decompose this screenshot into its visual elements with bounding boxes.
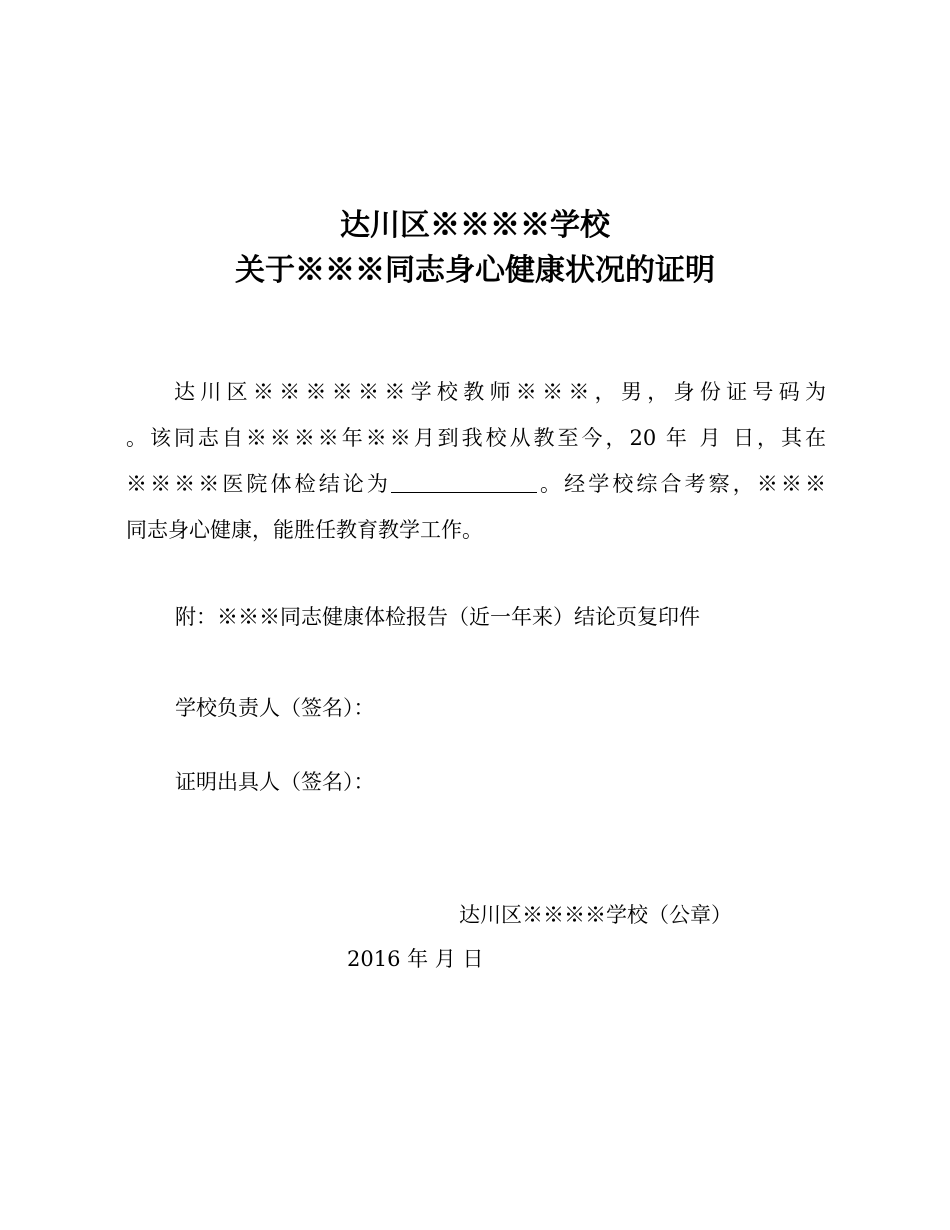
- exam-hospital-text: ※※※※医院体检结论为: [126, 472, 391, 496]
- principal-signature-label: 学校负责人（签名）：: [175, 696, 375, 720]
- attachment-note: 附：※※※同志健康体检报告（近一年来）结论页复印件: [175, 605, 700, 629]
- title-certificate: 关于※※※同志身心健康状况的证明: [235, 253, 715, 288]
- body-paragraph-line-2: 。该同志自※※※※年※※月到我校从教至今，20 年 月 日，其在: [126, 426, 826, 450]
- issuer-signature-label: 证明出具人（签名）：: [175, 770, 375, 794]
- exam-result-blank: [391, 470, 537, 493]
- body-paragraph-line-1: 达川区※※※※※※学校教师※※※，男，身份证号码为: [174, 380, 826, 404]
- title-school: 达川区※※※※学校: [340, 208, 610, 243]
- school-assessment-text: 。经学校综合考察，※※※: [536, 472, 827, 496]
- body-paragraph-line-4: 同志身心健康，能胜任教育教学工作。: [126, 518, 483, 542]
- body-paragraph-line-3: [126, 468, 826, 498]
- issue-date: 2016 年 月 日: [347, 947, 484, 971]
- school-seal-line: 达川区※※※※学校（公章）: [459, 903, 732, 927]
